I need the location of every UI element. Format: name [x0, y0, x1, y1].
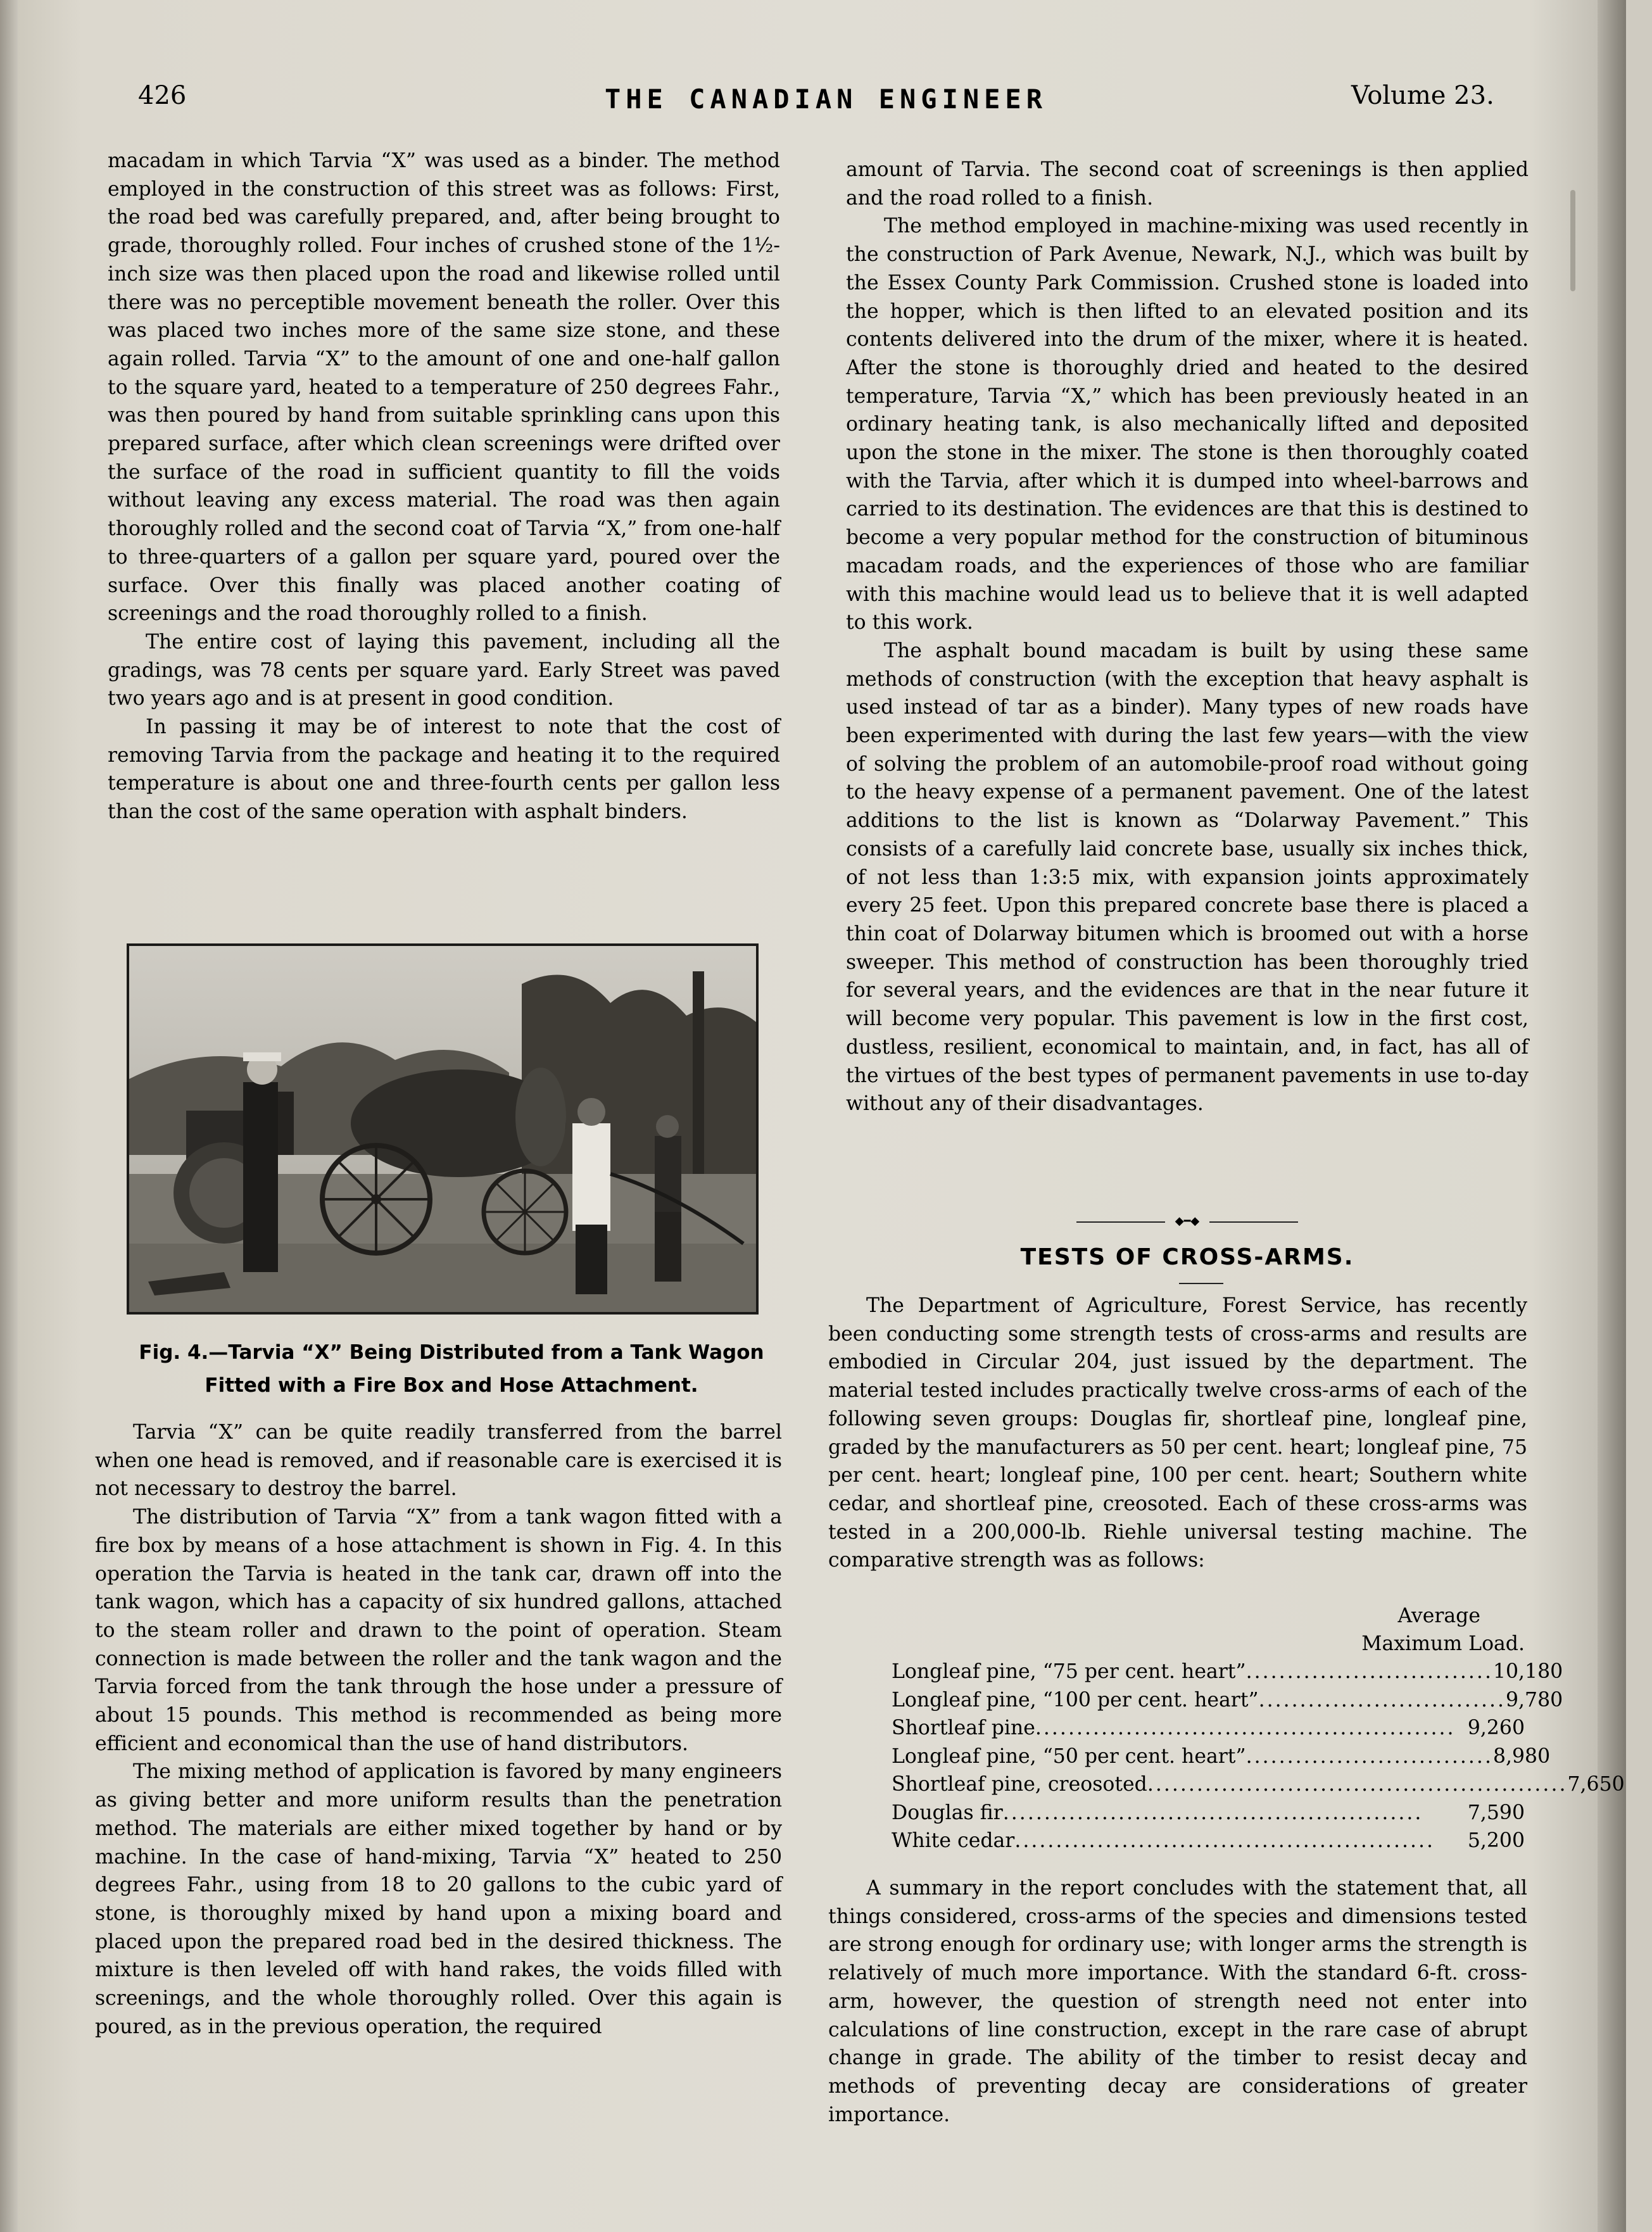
load-value: 10,180: [1492, 1660, 1563, 1683]
section-heading: TESTS OF CROSS-ARMS.: [1020, 1244, 1354, 1270]
paragraph: amount of Tarvia. The second coat of screenings is then applied and the road rolled to a finish.: [846, 158, 1529, 210]
wood-name: Shortleaf pine, creosoted: [892, 1773, 1147, 1796]
table-row: [892, 1658, 1563, 1686]
table-row: [892, 1799, 1525, 1827]
page-tab-mark: [1570, 190, 1575, 291]
table-row: [892, 1770, 1625, 1799]
wood-name: Longleaf pine, “50 per cent. heart”: [892, 1744, 1246, 1768]
paragraph: macadam in which Tarvia “X” was used as a binder. The method employed in the construction of this street was as follows: First, the road bed was carefully prepared, and, after being brought to grade, thoroughly rolled. Four inches of crushed stone of the 1½-inch size was then placed upon the road and likewise rolled until there was no perceptible movement beneath the roller. Over this was placed two inches more of the same size stone, and these again rolled. Tarvia “X” to the amount of one and one-half gallon to the square yard, heated to a temperature of 250 degrees Fahr., was then poured by hand from suitable sprinkling cans upon this prepared surface, after which clean screenings were drifted over the surface of the road in sufficient quantity to fill the voids without leaving any excess material. The road was then again thoroughly rolled and the second coat of Tarvia “X,” from one-half to three-quarters of a gallon per square yard, poured over the surface. Over this finally was placed another coating of screenings and the road thoroughly rolled to a finish.: [108, 149, 780, 626]
table-row: [892, 1714, 1525, 1743]
caption-line: Fitted with a Fire Box and Hose Attachment.: [205, 1374, 698, 1397]
left-column-top: [108, 147, 780, 826]
summary-paragraph: A summary in the report concludes with the statement that, all things considered, cross-arms of the species and dimensions tested are strong enough for ordinary use; with longer arms the strength is relatively of much more importance. With the standard 6-ft. cross-arm, however, the question of strength need not enter into calculations of line construction, except in the rare case of abrupt change in grade. The ability of the timber to resist decay and methods of preventing decay are considerations of greater importance.: [828, 1877, 1527, 2126]
table-body: [892, 1658, 1625, 1855]
left-column-bottom: [95, 1418, 782, 2041]
table-header-line: Average: [1397, 1605, 1480, 1627]
leader-dots: ..............................: [1245, 1660, 1493, 1683]
table-row: [892, 1686, 1563, 1715]
ornament-rule: [1076, 1221, 1165, 1223]
paragraph: The entire cost of laying this pavement, including all the gradings, was 78 cents per square yard. Early Street was paved two years ago and is at present in good condition.: [108, 630, 780, 710]
page-right-edge: [1598, 0, 1626, 2232]
leader-dots: ...................................................: [1147, 1773, 1568, 1796]
section-ornament: [1076, 1213, 1298, 1232]
tank-wagon-photo: [129, 946, 756, 1312]
load-value: 7,590: [1467, 1801, 1525, 1824]
page-binding-edge: [0, 0, 18, 2232]
figure-caption: [115, 1336, 788, 1402]
load-value: 9,260: [1467, 1717, 1525, 1739]
right-column-section: [828, 1292, 1527, 1575]
wood-name: White cedar: [892, 1829, 1015, 1852]
leader-dots: ...................................................: [1035, 1717, 1456, 1739]
wood-name: Longleaf pine, “75 per cent. heart”: [892, 1660, 1246, 1683]
paragraph: The distribution of Tarvia “X” from a tank wagon fitted with a fire box by means of a hose attachment is shown in Fig. 4. In this operation the Tarvia is heated in the tank car, drawn off into the tank wagon, which has a capacity of six hundred gallons, attached to the steam roller and drawn to the point of operation. Steam connection is made between the roller and the tank wagon and the Tarvia forced from the tank through the hose under a pressure of about 15 pounds. This method is recommended as being more efficient and economical than the use of hand distributors.: [95, 1506, 782, 1755]
wood-name: Douglas fir: [892, 1801, 1003, 1824]
leader-dots: ...................................................: [1002, 1801, 1423, 1824]
page-number: 426: [138, 81, 187, 110]
table-header-line: Maximum Load.: [1361, 1632, 1525, 1655]
load-value: 8,980: [1492, 1744, 1551, 1768]
journal-title: THE CANADIAN ENGINEER: [604, 84, 1047, 115]
volume-label: Volume 23.: [1351, 81, 1494, 110]
leader-dots: ...................................................: [1014, 1829, 1435, 1852]
table-row: [892, 1827, 1525, 1855]
right-column-summary: [828, 1874, 1527, 2129]
paragraph: Tarvia “X” can be quite readily transferred from the barrel when one head is removed, and if reasonable care is exercised it is not necessary to destroy the barrel.: [95, 1421, 782, 1501]
wood-name: Longleaf pine, “100 per cent. heart”: [892, 1688, 1259, 1712]
section-intro: The Department of Agriculture, Forest Service, has recently been conducting some strength tests of cross-arms and results are embodied in Circular 204, just issued by the department. The material tested includes practically twelve cross-arms of each of the following seven groups: Douglas fir, shortleaf pine, longleaf pine, graded by the manufacturers as 50 per cent. heart; longleaf pine, 75 per cent. heart; longleaf pine, 100 per cent. heart; Southern white cedar, and shortleaf pine, creosoted. Each of these cross-arms was tested in a 200,000-lb. Riehle universal testing machine. The comparative strength was as follows:: [828, 1294, 1527, 1572]
paragraph: The mixing method of application is favored by many engineers as giving better and more uniform results than the penetration method. The materials are either mixed together by hand or by machine. In the case of hand-mixing, Tarvia “X” heated to 250 degrees Fahr., using from 18 to 20 gallons to the cubic yard of stone, is thoroughly mixed by hand upon a mixing board and placed upon the prepared road bed in the desired thickness. The mixture is then leveled off with hand rakes, the voids filled with screenings, and the whole thoroughly rolled. Over this again is poured, as in the previous operation, the required: [95, 1760, 782, 2038]
right-column-top: [846, 156, 1529, 1118]
load-value: 7,650: [1567, 1773, 1625, 1796]
figure-photo: [127, 943, 759, 1315]
table-row: [892, 1743, 1551, 1771]
paragraph: The asphalt bound macadam is built by using these same methods of construction (with the exception that heavy asphalt is used instead of tar as a binder). Many types of new roads have been experimented with during the last few years—with the view of solving the problem of an automobile-proof road without going to the heavy expense of a permanent pavement. One of the latest additions to the list is known as “Dolarway Pavement.” This consists of a carefully laid concrete base, usually six inches thick, of not less than 1:3:5 mix, with expansion joints approximately every 25 feet. Upon this prepared concrete base there is placed a thin coat of Dolarway bitumen which is broomed out with a horse sweeper. This method of construction has been thoroughly tried for several years, and the evidences are that in the near future it will become very popular. This pavement is low in the first cost, dustless, resilient, economical to maintain, and, in fact, has all of the virtues of the best types of permanent pavements in use to-day without any of their disadvantages.: [846, 639, 1529, 1116]
ornament-glyph: ◆━◆: [1175, 1214, 1200, 1228]
strength-table: [892, 1602, 1625, 1855]
leader-dots: ..............................: [1258, 1688, 1506, 1712]
leader-dots: ..............................: [1245, 1744, 1493, 1768]
paragraph: In passing it may be of interest to note that the cost of removing Tarvia from the package and heating it to the required temperature is about one and three-fourth cents per gallon less than the cost of the same operation with asphalt binders.: [108, 716, 780, 824]
caption-line: Fig. 4.—Tarvia “X” Being Distributed from a Tank Wagon: [139, 1341, 764, 1364]
ornament-rule: [1209, 1221, 1298, 1223]
load-value: 9,780: [1506, 1688, 1563, 1712]
load-value: 5,200: [1467, 1829, 1525, 1852]
paragraph: The method employed in machine-mixing was used recently in the construction of Park Avenue, Newark, N.J., which was built by the Essex County Park Commission. Crushed stone is loaded into the hopper, which is then lifted to an elevated position and its contents delivered into the drum of the mixer, where it is heated. After the stone is thoroughly dried and heated to the desired temperature, Tarvia “X,” which has been previously heated in an ordinary heating tank, is also mechanically lifted and deposited upon the stone in the mixer. The stone is then thoroughly coated with the Tarvia, after which it is dumped into wheel-barrows and carried to its destination. The evidences are that this is destined to become a very popular method for the construction of bituminous macadam roads, and the experiences of those who are familiar with this machine would lead us to believe that it is well adapted to this work.: [846, 215, 1529, 634]
table-header: [892, 1602, 1525, 1658]
heading-rule: [1179, 1283, 1223, 1284]
wood-name: Shortleaf pine: [892, 1717, 1035, 1739]
